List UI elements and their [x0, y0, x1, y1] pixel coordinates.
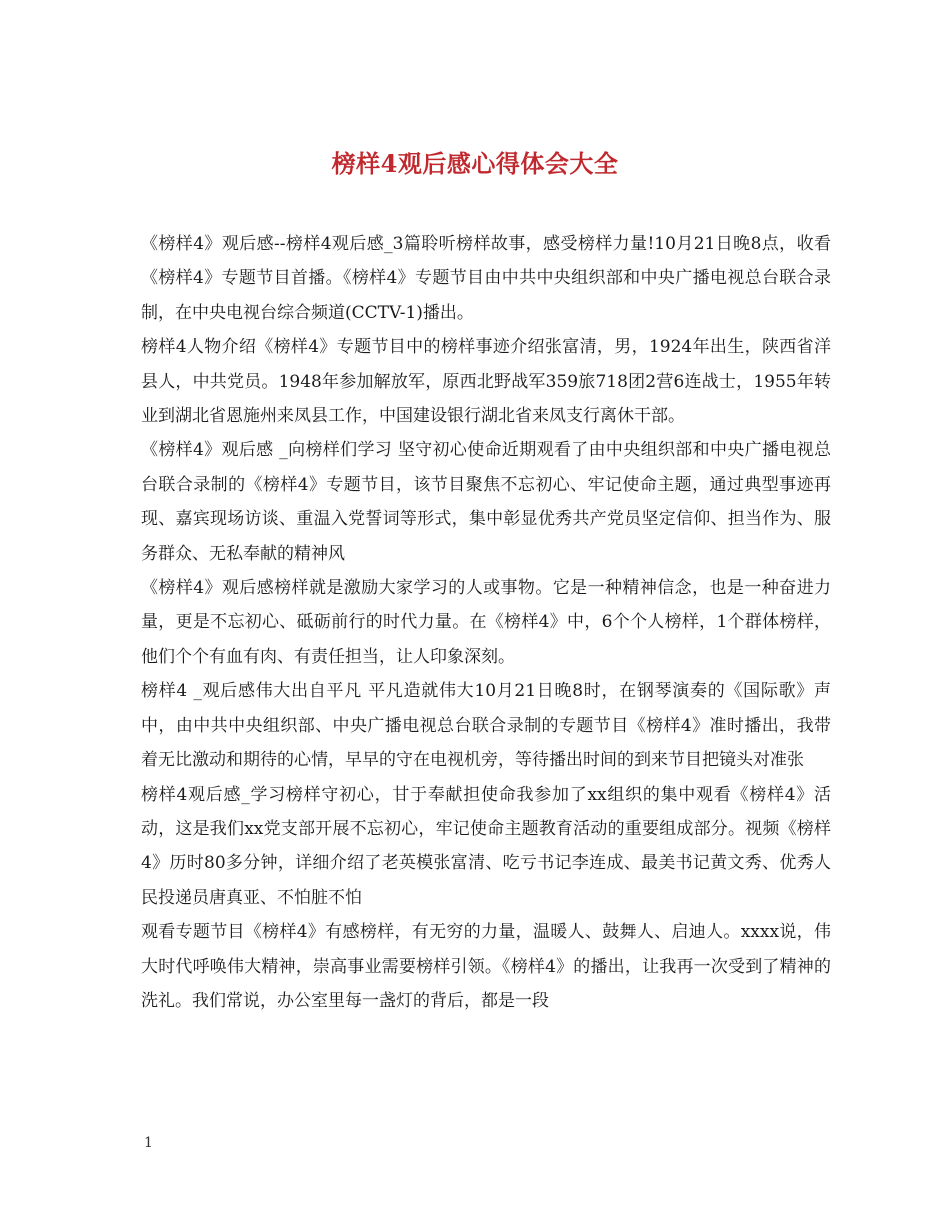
page-title: 榜样4观后感心得体会大全	[331, 149, 619, 179]
paragraph-6: 榜样4观后感_学习榜样守初心，甘于奉献担使命我参加了xx组织的集中观看《榜样4》活动，这是我们xx党支部开展不忘初心，牢记使命主题教育活动的重要组成部分。视频《榜样4》历时80多分钟，详细介绍了老英模张富清、吃亏书记李连成、最美书记黄文秀、优秀人民投递员唐真亚、不怕脏不怕	[141, 784, 831, 908]
page-number: 1	[144, 1135, 153, 1151]
paragraph-4: 《榜样4》观后感榜样就是激励大家学习的人或事物。它是一种精神信念，也是一种奋进力量，更是不忘初心、砥砺前行的时代力量。在《榜样4》中，6个个人榜样，1个群体榜样，他们个个有血有肉、有责任担当，让人印象深刻。	[141, 578, 831, 667]
paragraph-5: 榜样4 _观后感伟大出自平凡 平凡造就伟大10月21日晚8时，在钢琴演奏的《国际歌》声中，由中共中央组织部、中央广播电视总台联合录制的专题节目《榜样4》准时播出，我带着无比激动和期待的心情，早早的守在电视机旁，等待播出时间的到来节目把镜头对准张	[141, 681, 831, 771]
paragraph-1: 《榜样4》观后感--榜样4观后感_3篇聆听榜样故事，感受榜样力量!10月21日晚8点，收看《榜样4》专题节目首播。《榜样4》专题节目由中共中央组织部和中央广播电视总台联合录制，在中央电视台综合频道(CCTV-1)播出。	[141, 234, 831, 323]
paragraph-2: 榜样4人物介绍《榜样4》专题节目中的榜样事迹介绍张富清，男，1924年出生，陕西省洋县人，中共党员。1948年参加解放军，原西北野战军359旅718团2营6连战士，1955年转业到湖北省恩施州来凤县工作，中国建设银行湖北省来凤支行离休干部。	[141, 337, 831, 427]
paragraph-7: 观看专题节目《榜样4》有感榜样，有无穷的力量，温暖人、鼓舞人、启迪人。xxxx说，伟大时代呼唤伟大精神，崇高事业需要榜样引领。《榜样4》的播出，让我再一次受到了精神的洗礼。我们常说，办公室里每一盏灯的背后，都是一段	[141, 922, 831, 1011]
document-body	[141, 227, 831, 1018]
paragraph-3: 《榜样4》观后感 _向榜样们学习 坚守初心使命近期观看了由中央组织部和中央广播电视总台联合录制的《榜样4》专题节目，该节目聚焦不忘初心、牢记使命主题，通过典型事迹再现、嘉宾现场访谈、重温入党誓词等形式，集中彰显优秀共产党员坚定信仰、担当作为、服务群众、无私奉献的精神风	[141, 440, 831, 564]
